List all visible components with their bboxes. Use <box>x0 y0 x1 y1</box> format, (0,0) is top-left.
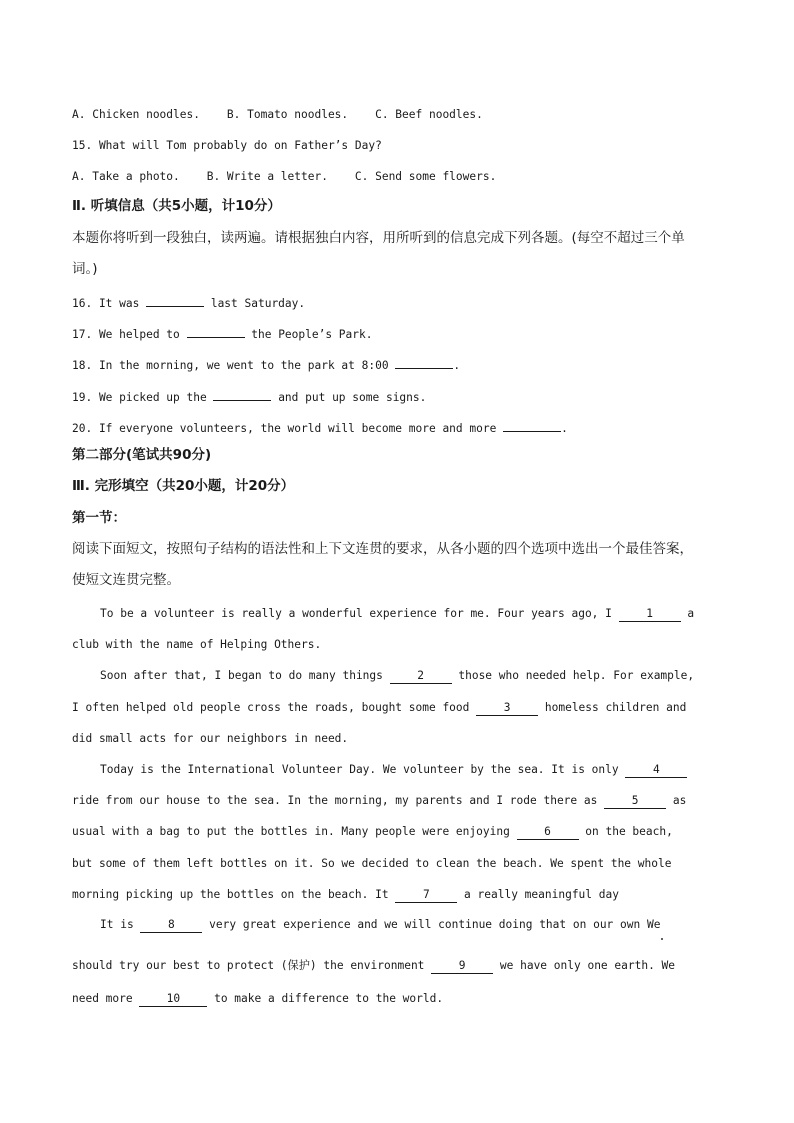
passage-text: To be a volunteer is really a wonderful experience for me. Four years ago, I <box>100 607 619 620</box>
section-iii-heading: Ⅲ. 完形填空（共20小题，计20分） <box>72 478 295 494</box>
passage-text: homeless children and <box>538 701 687 714</box>
answer-blank[interactable] <box>146 294 204 307</box>
cloze-blank-3[interactable]: 3 <box>476 701 538 716</box>
item-text: . <box>561 422 568 435</box>
item-text: the People’s Park. <box>244 328 373 341</box>
section-ii-instruction-2: 词。) <box>72 261 98 277</box>
passage-line <box>100 762 687 778</box>
passage-text: those who needed help. For example, <box>451 669 695 682</box>
section-iii-instruction-2: 使短文连贯完整。 <box>72 572 180 588</box>
cloze-blank-5[interactable]: 5 <box>604 794 666 809</box>
part-two-heading: 第二部分(笔试共90分) <box>72 447 212 463</box>
fill-item-18 <box>72 356 460 374</box>
section-ii-instruction-1: 本题你将听到一段独白，读两遍。请根据独白内容，用所听到的信息完成下列各题。(每空不超过三个单 <box>72 230 685 246</box>
passage-text: as <box>666 794 687 807</box>
passage-line <box>72 700 686 716</box>
passage-line <box>72 991 443 1007</box>
passage-text: very great experience and we will continue doing that on our own We <box>202 918 661 931</box>
passage-text: to make a difference to the world. <box>207 992 444 1005</box>
cloze-blank-9[interactable]: 9 <box>431 959 493 974</box>
passage-line: did small acts for our neighbors in need. <box>72 732 349 745</box>
item-text: . <box>453 359 461 372</box>
passage-line <box>100 917 660 933</box>
passage-text: I often helped old people cross the roads, bought some food <box>72 701 477 714</box>
passage-text: morning picking up the bottles on the beach. It <box>72 888 396 901</box>
section-ii-heading: Ⅱ. 听填信息（共5小题，计10分） <box>72 198 281 214</box>
passage-line: but some of them left bottles on it. So we decided to clean the beach. We spent the whole <box>72 857 672 870</box>
passage-text: Today is the International Volunteer Day. We volunteer by the sea. It is only <box>100 763 626 776</box>
cloze-blank-7[interactable]: 7 <box>395 888 457 903</box>
passage-text: we have only one earth. We <box>493 959 676 972</box>
item-text: 19. We picked up the <box>72 391 214 404</box>
item-text: last Saturday. <box>204 297 306 310</box>
fill-item-16 <box>72 294 305 312</box>
cloze-blank-1[interactable]: 1 <box>619 607 681 622</box>
passage-text: need more <box>72 992 140 1005</box>
fill-item-20 <box>72 419 568 437</box>
passage-text: ride from our house to the sea. In the morning, my parents and I rode there as <box>72 794 605 807</box>
item-text: 18. In the morning, we went to the park at 8:00 <box>72 359 396 372</box>
cloze-blank-8[interactable]: 8 <box>140 918 202 933</box>
q14-options: A. Chicken noodles. B. Tomato noodles. C. Beef noodles. <box>72 108 483 121</box>
passage-text: It is <box>100 918 141 931</box>
section-iii-instruction-1: 阅读下面短文，按照句子结构的语法性和上下文连贯的要求，从各小题的四个选项中选出一个最佳答案， <box>72 541 693 557</box>
passage-line <box>72 824 673 840</box>
passage-line <box>72 958 675 974</box>
fill-item-19 <box>72 388 426 406</box>
passage-line <box>100 606 694 622</box>
passage-line: club with the name of Helping Others. <box>72 638 322 651</box>
passage-text: usual with a bag to put the bottles in. Many people were enjoying <box>72 825 517 838</box>
fill-item-17 <box>72 325 373 343</box>
passage-line <box>72 793 686 809</box>
item-text: 20. If everyone volunteers, the world will become more and more <box>72 422 504 435</box>
answer-blank[interactable] <box>395 356 453 369</box>
answer-blank[interactable] <box>187 325 245 338</box>
q15-options: A. Take a photo. B. Write a letter. C. Send some flowers. <box>72 170 497 183</box>
passage-text: Soon after that, I began to do many things <box>100 669 390 682</box>
cloze-blank-10[interactable]: 10 <box>139 992 207 1007</box>
item-text: 17. We helped to <box>72 328 187 341</box>
passage-text: should try our best to protect (保护) the environment <box>72 959 432 972</box>
cloze-blank-6[interactable]: 6 <box>517 825 579 840</box>
passage-line <box>100 668 694 684</box>
cloze-blank-4[interactable]: 4 <box>625 763 687 778</box>
answer-blank[interactable] <box>503 419 561 432</box>
passage-text: a <box>680 607 695 620</box>
item-text: 16. It was <box>72 297 147 310</box>
passage-line <box>72 887 619 903</box>
subsection-title: 第一节： <box>72 510 126 526</box>
item-text: and put up some signs. <box>271 391 427 404</box>
stray-dot-mark <box>661 938 663 940</box>
cloze-blank-2[interactable]: 2 <box>390 669 452 684</box>
q15-question: 15. What will Tom probably do on Father’s Day? <box>72 139 382 152</box>
passage-text: on the beach, <box>578 825 673 838</box>
answer-blank[interactable] <box>213 388 271 401</box>
passage-text: a really meaningful day <box>457 888 619 901</box>
